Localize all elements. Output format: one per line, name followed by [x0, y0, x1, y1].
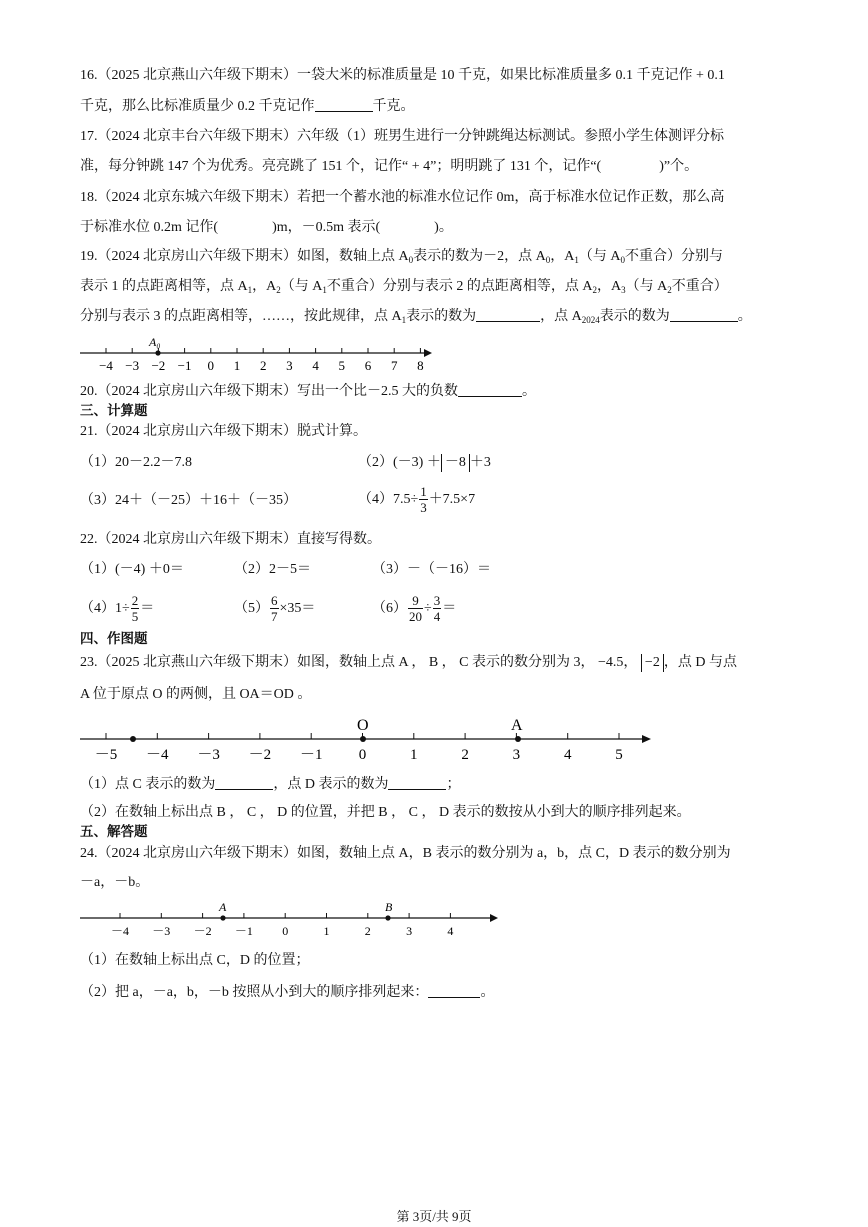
- q24-part1: （1）在数轴上标出点 C，D 的位置；: [80, 953, 310, 968]
- q19-text: （与 A: [280, 279, 323, 294]
- q19-text: 表示的数为: [406, 309, 477, 324]
- q19-text: 19.（2024 北京房山六年级下期末）如图，数轴上点 A: [80, 249, 409, 264]
- q19-text: 表示的数为: [599, 309, 670, 324]
- section-heading-3: 三、计算题: [80, 403, 148, 419]
- q21-part4: [358, 484, 475, 516]
- q21-part1: （1）20－2.2－7.8: [80, 455, 192, 470]
- q22-part4: [80, 593, 154, 625]
- axis-tick-label: －2: [248, 747, 272, 763]
- q22-text: ＝: [442, 601, 457, 616]
- q17-text-b: )”个。: [659, 159, 699, 174]
- q23-text: ；: [446, 777, 461, 792]
- q23-part2: （2）在数轴上标出点 B ， C ， D 的位置，并把 B ， C ， D 表示的数按从小到大的顺序排列起来。: [80, 805, 691, 820]
- q19-text: ，点 A: [540, 309, 582, 324]
- axis-tick-label: －3: [197, 747, 220, 763]
- q22-part3: （3）－（－16）＝: [372, 562, 491, 577]
- q24-line1: 24.（2024 北京房山六年级下期末）如图，数轴上点 A，B 表示的数分别为 a，b，点 C，D 表示的数分别为: [80, 846, 731, 861]
- q22-part6: [372, 593, 456, 625]
- axis-tick-label: 3: [406, 924, 413, 938]
- axis-tick-label: 0: [207, 358, 215, 373]
- q23-line1: [80, 654, 737, 672]
- axis-tick-label: 3: [512, 747, 521, 763]
- point-a-label: A: [219, 900, 227, 914]
- fraction-denominator: 4: [433, 609, 441, 625]
- q16-line1: [80, 67, 725, 85]
- q23-text: ，点 D 表示的数为: [273, 777, 389, 792]
- q21-text: ＋7.5×7: [428, 492, 476, 507]
- q17-text-a: 准，每分钟跳 147 个为优秀。亮亮跳了 151 个，记作“ + 4”；明明跳了 131 个，记作“(: [80, 159, 602, 174]
- q19-answer-blank-2[interactable]: [670, 307, 738, 322]
- subscript: 0: [620, 255, 625, 265]
- point-a: [220, 915, 225, 920]
- q23-text: ，点 D 与点: [663, 655, 737, 670]
- axis-tick-label: 1: [323, 924, 330, 938]
- q24-text: 。: [480, 985, 495, 1000]
- q17-line1: [80, 128, 724, 146]
- q22-part1: （1）(－4) ＋0＝: [80, 562, 184, 577]
- fraction: [419, 484, 428, 515]
- axis-arrow-icon: [642, 735, 651, 743]
- q21-text: ＋3: [469, 455, 491, 470]
- point-a0-label: A₀: [149, 335, 161, 349]
- q16-text-a: 千克，那么比标准质量少 0.2 千克记作: [80, 99, 315, 114]
- axis-tick-label: 2: [461, 747, 469, 763]
- q24-number-line: [76, 898, 506, 942]
- axis-tick-label: 2: [259, 358, 267, 373]
- subscript: 2: [592, 285, 597, 295]
- q18-line2: [80, 219, 453, 237]
- axis-tick-label: 4: [447, 924, 454, 938]
- q23-text: 23.（2025 北京燕山六年级下期末）如图，数轴上点 A ， B ， C 表示的数分别为 3， −4.5，: [80, 655, 638, 670]
- axis-tick-label: 0: [282, 924, 289, 938]
- q19-text: 表示 1 的点距离相等，点 A: [80, 279, 248, 294]
- axis-tick-label: 3: [286, 358, 293, 373]
- fraction-denominator: 20: [409, 609, 422, 625]
- absolute-value: −2: [641, 654, 664, 672]
- q22-part2: （2）2－5＝: [234, 562, 311, 577]
- q17-line2: [80, 158, 698, 176]
- axis-arrow-icon: [490, 914, 498, 922]
- q16-answer-blank[interactable]: [315, 97, 373, 112]
- subscript: 1: [574, 255, 579, 265]
- q19-line3: [80, 307, 752, 326]
- q19-text: 。: [737, 309, 752, 324]
- q22-text: ×35＝: [279, 601, 316, 616]
- fraction-numerator: 9: [408, 593, 423, 609]
- q19-text: 不重合）: [671, 279, 728, 294]
- page-footer: 第 3页/共 9页: [396, 1209, 472, 1224]
- q16-line2: [80, 97, 415, 116]
- subscript: 0: [408, 255, 414, 265]
- q21-text: （2）(－3) ＋: [358, 455, 441, 470]
- axis-tick-label: －5: [94, 747, 118, 763]
- point-c: [130, 736, 136, 742]
- q16-text: 16.（2025 北京燕山六年级下期末）一袋大米的标准质量是 10 千克，如果比标准质量多 0.1 千克记作 + 0.1: [80, 68, 725, 83]
- q19-number-line: [76, 334, 436, 374]
- axis-tick-label: 2: [364, 924, 371, 938]
- q23-answer-blank-2[interactable]: [388, 775, 446, 790]
- axis-tick-label: 5: [338, 358, 346, 373]
- q24-line2: －a，－b。: [80, 875, 150, 890]
- subscript: 1: [401, 315, 407, 325]
- q23-answer-blank-1[interactable]: [215, 775, 273, 790]
- q22-text: （5）: [234, 601, 269, 616]
- q22-text: ÷: [424, 601, 432, 616]
- axis-ticks: [111, 913, 453, 938]
- subscript: 1: [322, 285, 327, 295]
- axis-tick-label: −2: [151, 358, 166, 373]
- subscript: 2: [276, 285, 281, 295]
- axis-tick-label: 5: [615, 747, 623, 763]
- q19-text: ，A: [596, 279, 622, 294]
- point-a-label: A: [511, 717, 523, 734]
- q23-part1: [80, 775, 460, 794]
- axis-tick-label: 1: [410, 747, 418, 763]
- q22-text: ＝: [140, 601, 155, 616]
- q22-text: （6）: [372, 601, 407, 616]
- q20-text-a: 20.（2024 北京房山六年级下期末）写出一个比－2.5 大的负数: [80, 384, 458, 399]
- q18-text: 18.（2024 北京东城六年级下期末）若把一个蓄水池的标准水位记作 0m，高于标准水位记作正数，那么高: [80, 190, 725, 205]
- q23-line2: A 位于原点 O 的两侧，且 OA＝OD 。: [80, 687, 312, 702]
- subscript: 1: [247, 285, 253, 295]
- q19-text: 不重合）分别与表示 2 的点距离相等，点 A: [326, 279, 593, 294]
- fraction-denominator: 5: [131, 609, 139, 625]
- q19-text: ，A: [550, 249, 575, 264]
- axis-tick-label: －1: [299, 747, 323, 763]
- point-b: [385, 915, 390, 920]
- q21-text: （4）7.5÷: [358, 492, 419, 507]
- fraction-numerator: 2: [131, 593, 139, 609]
- q20-answer-blank[interactable]: [458, 382, 522, 397]
- axis-tick-label: 8: [417, 358, 424, 373]
- q19-answer-blank-1[interactable]: [476, 307, 540, 322]
- q21-part2: [358, 454, 491, 472]
- fraction: [433, 593, 442, 624]
- q22-stem: 22.（2024 北京房山六年级下期末）直接写得数。: [80, 532, 381, 547]
- axis-tick-label: 6: [364, 358, 372, 373]
- q23-text: （1）点 C 表示的数为: [80, 777, 216, 792]
- point-o-label: O: [357, 717, 369, 734]
- axis-arrow-icon: [424, 349, 432, 357]
- q21-part3: （3）24＋（－25）＋16＋（－35）: [80, 493, 297, 508]
- axis-ticks: [95, 733, 623, 763]
- fraction-denominator: 7: [271, 609, 278, 625]
- q18-text-c: )。: [434, 220, 453, 235]
- axis-tick-label: 1: [233, 358, 241, 373]
- q19-text: ，A: [252, 279, 277, 294]
- q19-line2: [80, 278, 728, 296]
- fraction-numerator: 6: [271, 593, 278, 609]
- axis-ticks: [99, 348, 424, 373]
- q20-line1: [80, 382, 536, 401]
- q21-stem: 21.（2024 北京房山六年级下期末）脱式计算。: [80, 424, 367, 439]
- q18-text-b: )m，－0.5m 表示(: [272, 220, 381, 235]
- q20-text-b: 。: [522, 384, 536, 399]
- point-b-label: B: [385, 900, 393, 914]
- q22-text: （4）1÷: [80, 601, 130, 616]
- q24-answer-blank[interactable]: [428, 983, 480, 998]
- subscript: 3: [621, 285, 626, 295]
- subscript: 0: [545, 255, 551, 265]
- q22-part5: [234, 593, 315, 625]
- q17-text: 17.（2024 北京丰台六年级下期末）六年级（1）班男生进行一分钟跳绳达标测试。参照小学生体测评分标: [80, 129, 724, 144]
- axis-tick-label: 7: [390, 358, 398, 373]
- q19-text: （与 A: [625, 279, 668, 294]
- fraction: [131, 593, 140, 624]
- q19-text: 表示的数为－2，点 A: [413, 249, 546, 264]
- fraction: [408, 593, 423, 624]
- q19-line1: [80, 248, 723, 266]
- q19-text: 不重合）分别与: [624, 249, 723, 264]
- section-heading-5: 五、解答题: [80, 824, 148, 840]
- axis-tick-label: －3: [152, 924, 171, 938]
- q18-text-a: 于标准水位 0.2m 记作(: [80, 220, 219, 235]
- axis-tick-label: −4: [99, 358, 113, 373]
- axis-tick-label: −1: [177, 358, 192, 373]
- q24-part2: [80, 983, 494, 1002]
- axis-tick-label: 4: [312, 358, 319, 373]
- axis-tick-label: －4: [146, 747, 169, 763]
- q24-text: （2）把 a，－a，b，－b 按照从小到大的顺序排列起来：: [80, 985, 429, 1000]
- q16-text-b: 千克。: [372, 99, 415, 114]
- fraction-numerator: 1: [420, 484, 427, 500]
- axis-tick-label: 4: [563, 747, 572, 763]
- axis-tick-label: －1: [234, 924, 253, 938]
- q18-line1: [80, 189, 724, 207]
- q19-text: （与 A: [578, 249, 621, 264]
- axis-tick-label: −3: [125, 358, 140, 373]
- axis-tick-label: －2: [193, 924, 212, 938]
- section-heading-4: 四、作图题: [80, 631, 148, 647]
- q19-text: 分别与表示 3 的点距离相等，……，按此规律，点 A: [80, 309, 402, 324]
- subscript: 2: [667, 285, 672, 295]
- subscript: 2024: [581, 315, 600, 325]
- q23-number-line: [76, 708, 656, 764]
- fraction-numerator: 3: [433, 593, 441, 609]
- absolute-value: －8: [441, 454, 470, 472]
- fraction: [270, 593, 279, 624]
- axis-tick-label: 0: [358, 747, 367, 763]
- fraction-denominator: 3: [420, 500, 427, 516]
- axis-tick-label: －4: [110, 924, 130, 938]
